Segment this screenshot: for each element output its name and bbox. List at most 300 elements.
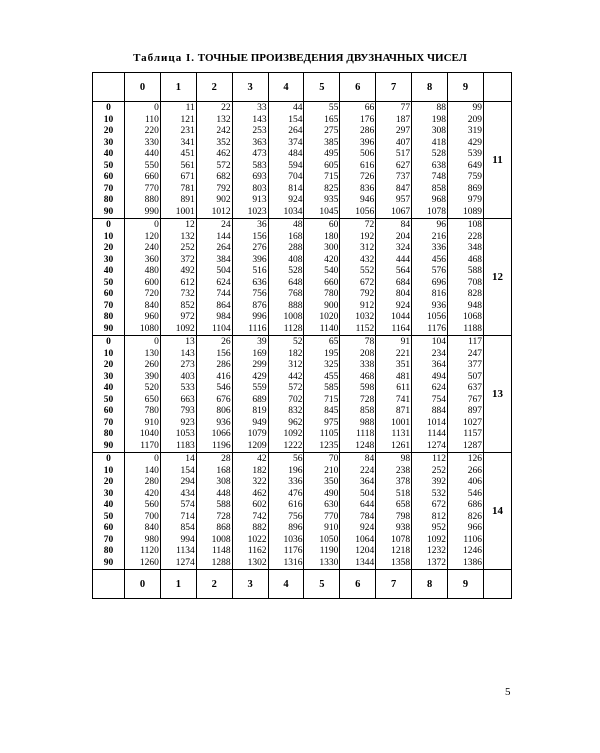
product-value: 440 — [144, 149, 159, 159]
product-value: 182 — [288, 348, 303, 359]
product-value: 1316 — [283, 557, 303, 568]
product-value: 637 — [467, 383, 482, 393]
product-value: 924 — [288, 195, 303, 205]
table-title-rest: ТОЧНЫЕ ПРОИЗВЕДЕНИЯ ДВУЗНАЧНЫХ ЧИСЕЛ — [195, 52, 467, 64]
product-value: 804 — [395, 289, 411, 299]
product-value: 975 — [324, 417, 339, 428]
product-column — [268, 336, 304, 453]
product-column — [304, 102, 340, 219]
product-value: 104 — [431, 337, 447, 347]
product-value: 552 — [359, 266, 375, 276]
product-value: 1092 — [283, 429, 303, 439]
product-value: 686 — [467, 500, 482, 510]
product-value: 65 — [328, 337, 339, 347]
product-value: 378 — [395, 477, 411, 487]
product-value: 204 — [395, 231, 411, 242]
product-value: 1302 — [247, 557, 267, 568]
product-value: 962 — [288, 417, 303, 428]
product-value: 180 — [324, 231, 339, 242]
product-column — [125, 336, 161, 453]
product-value: 572 — [216, 160, 231, 171]
product-value: 99 — [472, 103, 482, 113]
product-value: 1288 — [211, 557, 231, 568]
product-value: 468 — [467, 254, 482, 265]
product-value: 517 — [395, 149, 411, 159]
product-value: 564 — [395, 266, 411, 276]
product-value: 520 — [144, 383, 159, 393]
product-value: 234 — [431, 348, 447, 359]
product-value: 408 — [288, 254, 303, 265]
row-labels — [93, 336, 125, 453]
product-value: 396 — [252, 254, 267, 265]
product-column — [340, 336, 376, 453]
product-value: 923 — [180, 417, 195, 428]
header-corner — [93, 73, 125, 102]
product-value: 253 — [252, 126, 267, 136]
product-value: 418 — [431, 137, 447, 148]
product-value: 1120 — [140, 546, 159, 556]
product-value: 44 — [292, 103, 303, 113]
product-value: 616 — [288, 500, 303, 510]
product-value: 1001 — [175, 206, 195, 217]
product-value: 616 — [359, 160, 375, 171]
product-value: 798 — [395, 511, 411, 522]
product-value: 847 — [395, 183, 411, 194]
row-label: 0 — [106, 103, 111, 113]
product-value: 444 — [395, 254, 411, 265]
product-value: 946 — [359, 195, 375, 205]
product-value: 1176 — [283, 546, 303, 556]
product-value: 168 — [288, 231, 303, 242]
product-value: 1260 — [139, 557, 159, 568]
product-value: 864 — [216, 300, 231, 311]
product-value: 650 — [144, 394, 159, 405]
row-label: 0 — [106, 337, 111, 347]
product-value: 91 — [400, 337, 411, 347]
table-title-lead: Таблица I. — [133, 52, 195, 64]
product-value: 936 — [431, 300, 447, 311]
product-value: 598 — [359, 383, 375, 393]
column-header: 7 — [376, 73, 412, 102]
product-value: 0 — [154, 220, 159, 230]
product-value: 216 — [431, 231, 447, 242]
table-title — [0, 52, 600, 64]
product-value: 658 — [395, 500, 411, 510]
product-value: 528 — [288, 266, 303, 276]
column-header: 9 — [448, 570, 484, 599]
product-value: 416 — [216, 371, 231, 382]
product-value: 672 — [359, 277, 375, 288]
product-column — [232, 453, 268, 570]
product-value: 260 — [144, 360, 159, 370]
product-value: 518 — [395, 488, 411, 499]
product-value: 456 — [431, 254, 447, 265]
product-value: 812 — [431, 511, 447, 522]
product-value: 910 — [324, 523, 339, 533]
product-value: 728 — [359, 394, 375, 405]
product-value: 252 — [431, 465, 447, 476]
product-value: 1036 — [283, 534, 303, 545]
multiplier-label: 13 — [484, 336, 512, 453]
product-value: 492 — [180, 266, 195, 276]
product-value: 420 — [144, 488, 159, 499]
row-label: 80 — [103, 429, 114, 439]
product-value: 286 — [216, 360, 231, 370]
product-value: 495 — [324, 149, 339, 159]
product-value: 1209 — [247, 440, 267, 451]
product-value: 996 — [252, 312, 267, 322]
product-value: 0 — [154, 337, 159, 347]
product-value: 403 — [180, 371, 195, 382]
product-value: 792 — [216, 183, 231, 194]
table-block-12 — [93, 219, 512, 336]
product-value: 1222 — [283, 440, 303, 451]
product-value: 247 — [467, 348, 482, 359]
product-value: 210 — [324, 465, 339, 476]
product-value: 42 — [257, 454, 267, 464]
product-value: 636 — [252, 277, 267, 288]
product-value: 143 — [180, 348, 195, 359]
product-value: 84 — [400, 220, 411, 230]
product-value: 720 — [144, 289, 159, 299]
product-value: 308 — [216, 477, 231, 487]
product-column — [125, 453, 161, 570]
product-value: 434 — [180, 488, 195, 499]
product-value: 70 — [328, 454, 339, 464]
product-value: 240 — [144, 243, 159, 253]
product-value: 1078 — [427, 206, 447, 217]
product-value: 462 — [216, 149, 231, 159]
product-value: 1027 — [463, 417, 482, 428]
product-value: 684 — [395, 277, 411, 288]
product-value: 858 — [431, 183, 447, 194]
product-value: 352 — [216, 137, 231, 148]
product-value: 360 — [144, 254, 159, 265]
product-value: 897 — [467, 406, 482, 416]
product-value: 1183 — [176, 440, 195, 451]
product-value: 1358 — [391, 557, 411, 568]
product-value: 714 — [180, 511, 195, 522]
product-value: 742 — [252, 511, 267, 522]
product-value: 143 — [252, 114, 267, 125]
product-value: 840 — [144, 523, 159, 533]
product-value: 1067 — [391, 206, 411, 217]
product-value: 689 — [252, 394, 267, 405]
product-value: 39 — [257, 337, 267, 347]
product-value: 600 — [144, 277, 159, 288]
product-value: 462 — [252, 488, 267, 499]
product-value: 781 — [180, 183, 195, 194]
column-header: 5 — [304, 73, 340, 102]
product-value: 1248 — [355, 440, 375, 451]
product-value: 36 — [257, 220, 267, 230]
product-value: 793 — [180, 406, 195, 416]
product-value: 385 — [324, 137, 339, 148]
product-value: 576 — [431, 266, 447, 276]
product-column — [448, 336, 484, 453]
product-value: 700 — [144, 511, 159, 522]
product-value: 876 — [252, 300, 267, 311]
product-value: 1372 — [427, 557, 447, 568]
product-value: 854 — [180, 523, 195, 533]
product-value: 1144 — [427, 429, 447, 439]
product-value: 1050 — [319, 534, 339, 545]
product-value: 55 — [328, 103, 339, 113]
column-header: 0 — [125, 570, 161, 599]
column-header: 2 — [196, 570, 232, 599]
row-label: 30 — [103, 137, 114, 148]
product-value: 238 — [395, 465, 411, 476]
column-header: 7 — [376, 570, 412, 599]
product-value: 187 — [395, 114, 411, 125]
product-value: 884 — [431, 406, 447, 416]
product-value: 407 — [395, 137, 411, 148]
row-label: 60 — [103, 406, 114, 416]
product-value: 126 — [467, 454, 482, 464]
product-value: 912 — [359, 300, 375, 311]
row-label: 10 — [103, 465, 114, 476]
product-value: 377 — [467, 360, 482, 370]
product-value: 988 — [359, 417, 375, 428]
product-value: 297 — [395, 126, 411, 136]
product-value: 1218 — [391, 546, 411, 556]
row-label: 40 — [103, 149, 114, 159]
product-value: 392 — [431, 477, 447, 487]
product-value: 0 — [154, 103, 159, 113]
product-column — [448, 219, 484, 336]
column-header: 3 — [232, 73, 268, 102]
product-value: 121 — [180, 114, 195, 125]
product-value: 611 — [396, 383, 411, 393]
product-column — [196, 336, 232, 453]
product-value: 208 — [359, 348, 375, 359]
product-value: 341 — [180, 137, 195, 148]
product-value: 588 — [467, 266, 482, 276]
product-value: 770 — [144, 183, 159, 194]
row-label: 90 — [103, 440, 114, 451]
product-value: 828 — [467, 289, 482, 299]
product-value: 112 — [432, 454, 447, 464]
product-value: 66 — [364, 103, 375, 113]
product-value: 1104 — [212, 323, 231, 334]
product-value: 960 — [144, 312, 159, 322]
row-label: 30 — [103, 488, 114, 499]
product-value: 768 — [288, 289, 303, 299]
product-value: 826 — [467, 511, 482, 522]
product-value: 572 — [288, 383, 303, 393]
product-value: 52 — [292, 337, 303, 347]
product-value: 108 — [467, 220, 482, 230]
product-value: 22 — [221, 103, 231, 113]
product-column — [160, 336, 196, 453]
product-value: 132 — [180, 231, 195, 242]
product-value: 560 — [144, 500, 159, 510]
product-value: 1246 — [463, 546, 482, 556]
product-column — [376, 453, 412, 570]
product-value: 312 — [359, 243, 375, 253]
row-label: 40 — [103, 500, 114, 510]
product-value: 948 — [467, 300, 482, 311]
product-value: 627 — [395, 160, 411, 171]
product-value: 624 — [431, 383, 447, 393]
product-value: 648 — [288, 277, 303, 288]
product-value: 936 — [216, 417, 231, 428]
product-value: 1188 — [463, 323, 482, 334]
product-value: 1106 — [463, 534, 482, 545]
product-column — [412, 336, 448, 453]
product-value: 372 — [180, 254, 195, 265]
product-value: 468 — [359, 371, 375, 382]
product-value: 737 — [395, 172, 411, 182]
product-value: 1040 — [139, 429, 159, 439]
product-value: 1162 — [247, 546, 267, 556]
product-value: 935 — [324, 195, 339, 205]
row-label: 30 — [103, 254, 114, 265]
product-value: 605 — [324, 160, 339, 171]
product-value: 708 — [467, 277, 482, 288]
product-column — [376, 219, 412, 336]
product-value: 476 — [288, 488, 303, 499]
product-value: 1232 — [427, 546, 447, 556]
product-value: 231 — [180, 126, 195, 136]
product-value: 130 — [144, 348, 159, 359]
row-label: 60 — [103, 289, 114, 299]
product-column — [340, 102, 376, 219]
product-value: 1152 — [355, 323, 375, 334]
product-value: 803 — [252, 183, 267, 194]
product-value: 140 — [144, 465, 159, 476]
product-value: 1261 — [391, 440, 411, 451]
product-value: 1044 — [391, 312, 411, 322]
product-value: 836 — [359, 183, 375, 194]
product-value: 364 — [431, 360, 447, 370]
row-label: 30 — [103, 371, 114, 382]
product-value: 33 — [257, 103, 267, 113]
product-value: 1235 — [319, 440, 339, 451]
product-value: 60 — [328, 220, 339, 230]
product-value: 1118 — [355, 429, 375, 439]
product-column — [304, 336, 340, 453]
product-value: 288 — [288, 243, 303, 253]
product-value: 871 — [395, 406, 411, 416]
product-value: 117 — [468, 337, 482, 347]
product-value: 891 — [180, 195, 195, 205]
product-value: 1032 — [355, 312, 375, 322]
product-value: 220 — [144, 126, 159, 136]
product-column — [376, 336, 412, 453]
product-value: 1089 — [463, 206, 482, 217]
product-value: 26 — [221, 337, 231, 347]
product-value: 406 — [467, 477, 482, 487]
product-value: 756 — [288, 511, 303, 522]
product-value: 732 — [180, 289, 195, 299]
product-column — [160, 102, 196, 219]
product-value: 350 — [324, 477, 339, 487]
product-value: 154 — [180, 465, 195, 476]
product-value: 176 — [359, 114, 375, 125]
product-value: 504 — [216, 266, 231, 276]
product-value: 1105 — [319, 429, 339, 439]
product-value: 364 — [359, 477, 375, 487]
product-value: 324 — [395, 243, 411, 253]
product-value: 264 — [288, 126, 303, 136]
header-corner — [484, 570, 512, 599]
product-value: 825 — [324, 183, 339, 194]
product-value: 1020 — [319, 312, 339, 322]
product-column — [196, 102, 232, 219]
product-value: 550 — [144, 160, 159, 171]
column-header: 1 — [160, 570, 196, 599]
product-column — [304, 219, 340, 336]
row-label: 60 — [103, 523, 114, 533]
product-value: 672 — [431, 500, 447, 510]
product-value: 702 — [288, 394, 303, 405]
table-block-14 — [93, 453, 512, 570]
row-labels — [93, 219, 125, 336]
product-value: 481 — [395, 371, 411, 382]
product-value: 1008 — [211, 534, 231, 545]
product-value: 1023 — [247, 206, 267, 217]
product-value: 480 — [144, 266, 159, 276]
product-value: 1116 — [248, 323, 267, 334]
product-value: 649 — [467, 160, 482, 171]
product-value: 1064 — [355, 534, 375, 545]
product-value: 966 — [467, 523, 482, 533]
product-value: 770 — [324, 511, 339, 522]
row-label: 50 — [103, 277, 114, 288]
product-value: 224 — [359, 465, 375, 476]
product-value: 300 — [324, 243, 339, 253]
column-header: 9 — [448, 73, 484, 102]
product-value: 1134 — [176, 546, 195, 556]
product-value: 312 — [288, 360, 303, 370]
product-value: 852 — [180, 300, 195, 311]
product-value: 448 — [216, 488, 231, 499]
product-value: 715 — [324, 172, 339, 182]
product-value: 363 — [252, 137, 267, 148]
product-value: 744 — [216, 289, 231, 299]
product-value: 132 — [216, 114, 231, 125]
product-column — [304, 453, 340, 570]
product-value: 972 — [180, 312, 195, 322]
product-value: 169 — [252, 348, 267, 359]
product-value: 11 — [185, 103, 195, 113]
product-value: 72 — [364, 220, 375, 230]
product-value: 12 — [185, 220, 195, 230]
product-value: 78 — [364, 337, 375, 347]
product-value: 845 — [324, 406, 339, 416]
product-value: 994 — [180, 534, 195, 545]
product-value: 84 — [364, 454, 375, 464]
product-value: 451 — [180, 149, 195, 159]
product-value: 896 — [288, 523, 303, 533]
product-value: 351 — [395, 360, 411, 370]
product-value: 156 — [252, 231, 267, 242]
product-value: 624 — [216, 277, 231, 288]
product-value: 120 — [144, 231, 159, 242]
table-block-13 — [93, 336, 512, 453]
product-value: 630 — [324, 500, 339, 510]
product-value: 585 — [324, 383, 339, 393]
product-value: 348 — [467, 243, 482, 253]
product-value: 1092 — [175, 323, 195, 334]
product-value: 780 — [144, 406, 159, 416]
table-block-11 — [93, 102, 512, 219]
product-value: 420 — [324, 254, 339, 265]
product-column — [125, 102, 161, 219]
row-label: 10 — [103, 114, 114, 125]
row-label: 20 — [103, 360, 114, 370]
